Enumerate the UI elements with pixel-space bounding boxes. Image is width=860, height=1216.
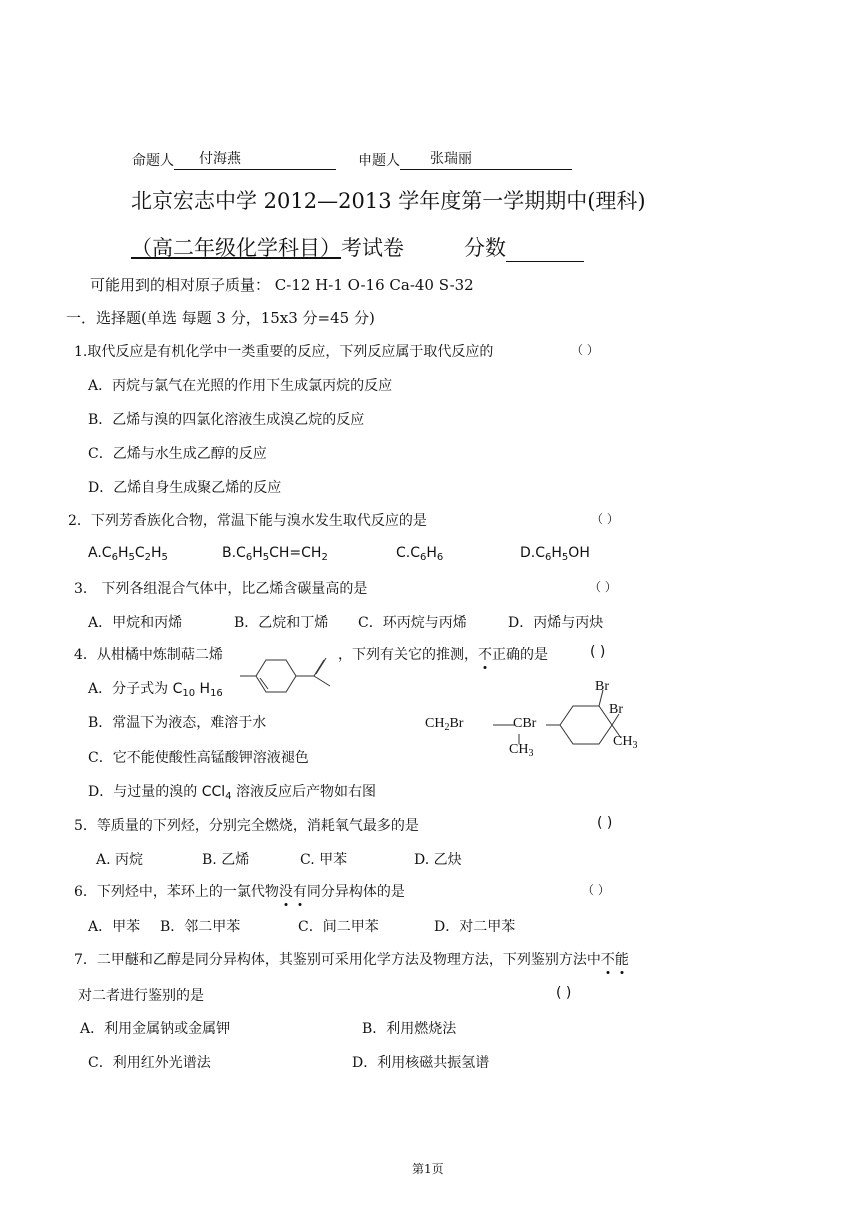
question-3-option-c: C．环丙烷与丙烯	[358, 615, 467, 631]
bromo-product-structure	[425, 676, 655, 766]
question-1-option-b: B．乙烯与溴的四氯化溶液生成溴乙烷的反应	[88, 412, 365, 428]
question-3-option-b: B．乙烷和丁烯	[234, 615, 329, 631]
question-3-option-a: A．甲烷和丙烯	[88, 615, 183, 631]
reviewer-line	[358, 150, 572, 170]
exam-paper-label: 考试卷	[341, 236, 404, 260]
question-4-stem-b: ，下列有关它的推测，	[338, 647, 478, 663]
question-5-answer-paren: ( )	[597, 815, 613, 831]
question-5-option-c: C. 甲苯	[300, 852, 348, 868]
setter-name: 付海燕	[199, 151, 241, 167]
question-6-option-d: D．对二甲苯	[434, 919, 516, 935]
question-4-stem-a: 4．从柑橘中炼制萜二烯	[74, 647, 223, 663]
question-6-stem-b: 同分异构体的是	[306, 884, 405, 900]
question-1-option-c: C．乙烯与水生成乙醇的反应	[88, 446, 267, 462]
ch2br-group: $CH_2Br$	[425, 716, 464, 733]
question-2-option-a: $A.C_6H_5C_2H_5$	[88, 545, 168, 563]
bromine-top-1: Br	[595, 679, 609, 694]
question-4-stem-c: 正确的是	[492, 647, 548, 663]
setter-label: 命题人	[132, 153, 174, 169]
methyl-right: $CH_3$	[613, 734, 638, 751]
question-2-stem: 2．下列芳香族化合物，常温下能与溴水发生取代反应的是	[68, 513, 427, 529]
score-box	[464, 232, 584, 262]
score-label: 分数	[464, 236, 506, 260]
question-6-answer-paren: （ ）	[582, 883, 610, 897]
question-2-answer-paren: （ ）	[591, 512, 619, 526]
methyl-below: $CH_3$	[509, 742, 534, 759]
emphasis-you: 有	[292, 884, 307, 900]
question-7-answer-paren: ( )	[556, 985, 572, 1001]
reviewer-label: 申题人	[358, 153, 400, 169]
cbr-carbon: CBr	[513, 716, 537, 731]
setter-line	[132, 150, 336, 170]
question-2-option-d: $D.C_6H_5OH$	[520, 545, 590, 563]
question-6-option-a: A．甲苯	[88, 919, 141, 935]
section-heading: 一．选择题(单选 每题 3 分，15x3 分=45 分)	[66, 309, 375, 327]
emphasis-not: 不	[478, 647, 492, 663]
question-4-answer-paren: ( )	[590, 644, 606, 660]
question-2-option-b: $B.C_6H_5CH=CH_2$	[222, 545, 328, 563]
question-1-stem: 1.取代反应是有机化学中一类重要的反应，下列反应属于取代反应的	[74, 344, 494, 360]
question-6-option-b: B．邻二甲苯	[160, 919, 241, 935]
question-5-stem: 5．等质量的下列烃，分别完全燃烧，消耗氧气最多的是	[74, 818, 419, 834]
setter-underline	[174, 151, 336, 170]
emphasis-mei: 没	[278, 884, 293, 900]
question-7-option-b: B．利用燃烧法	[362, 1021, 457, 1037]
question-7-stem-a: 7．二甲醚和乙醇是同分异构体，其鉴别可采用化学方法及物理方法，下列鉴别方法中	[74, 952, 601, 968]
grade-subject: （高二年级化学科目）	[131, 236, 341, 260]
question-6-stem	[74, 881, 405, 901]
question-7-stem	[74, 949, 629, 969]
question-6-option-c: C．间二甲苯	[298, 919, 379, 935]
question-3-stem: 3． 下列各组混合气体中，比乙烯含碳量高的是	[74, 581, 368, 597]
question-6-stem-a: 6．下列烃中，苯环上的一氯代物	[74, 884, 279, 900]
question-5-option-b: B. 乙烯	[202, 852, 250, 868]
question-3-option-d: D．丙烯与丙炔	[508, 615, 604, 631]
question-4-stem	[338, 644, 548, 664]
exam-title: 北京宏志中学 2012—2013 学年度第一学期期中(理科)	[131, 189, 646, 213]
emphasis-neng: 能	[614, 952, 629, 968]
atomic-masses: 可能用到的相对原子质量： C-12 H-1 O-16 Ca-40 S-32	[90, 276, 474, 294]
question-7-option-a: A．利用金属钠或金属钾	[80, 1021, 231, 1037]
question-3-answer-paren: （ ）	[589, 580, 617, 594]
score-blank	[506, 239, 584, 262]
question-5-option-a: A. 丙烷	[96, 852, 144, 868]
bromine-top-2: Br	[609, 702, 623, 717]
exam-subtitle	[131, 232, 404, 262]
terpinene-structure-icon	[238, 652, 340, 694]
question-5-option-d: D. 乙炔	[414, 852, 462, 868]
question-7-option-d: D．利用核磁共振氢谱	[352, 1055, 490, 1071]
question-7-option-c: C．利用红外光谱法	[88, 1055, 211, 1071]
question-4-option-c: C．它不能使酸性高锰酸钾溶液褪色	[88, 750, 309, 766]
page-number: 第1页	[412, 1162, 444, 1176]
question-4-option-a: A．分子式为 $C_{10}$ $H_{16}$	[88, 681, 223, 699]
reviewer-name: 张瑞丽	[430, 151, 472, 167]
question-1-answer-paren: （ ）	[571, 343, 599, 357]
question-1-option-d: D．乙烯自身生成聚乙烯的反应	[88, 480, 282, 496]
emphasis-bu: 不	[600, 952, 615, 968]
question-7-stem-b: 对二者进行鉴别的是	[78, 988, 204, 1004]
question-4-option-b: B．常温下为液态，难溶于水	[88, 715, 267, 731]
question-2-option-c: $C.C_6H_6$	[396, 545, 444, 563]
question-4-option-d: D．与过量的溴的 CCl$_4$ 溶液反应后产物如右图	[88, 784, 376, 802]
question-1-option-a: A．丙烷与氯气在光照的作用下生成氯丙烷的反应	[88, 378, 393, 394]
reviewer-underline	[400, 151, 572, 170]
